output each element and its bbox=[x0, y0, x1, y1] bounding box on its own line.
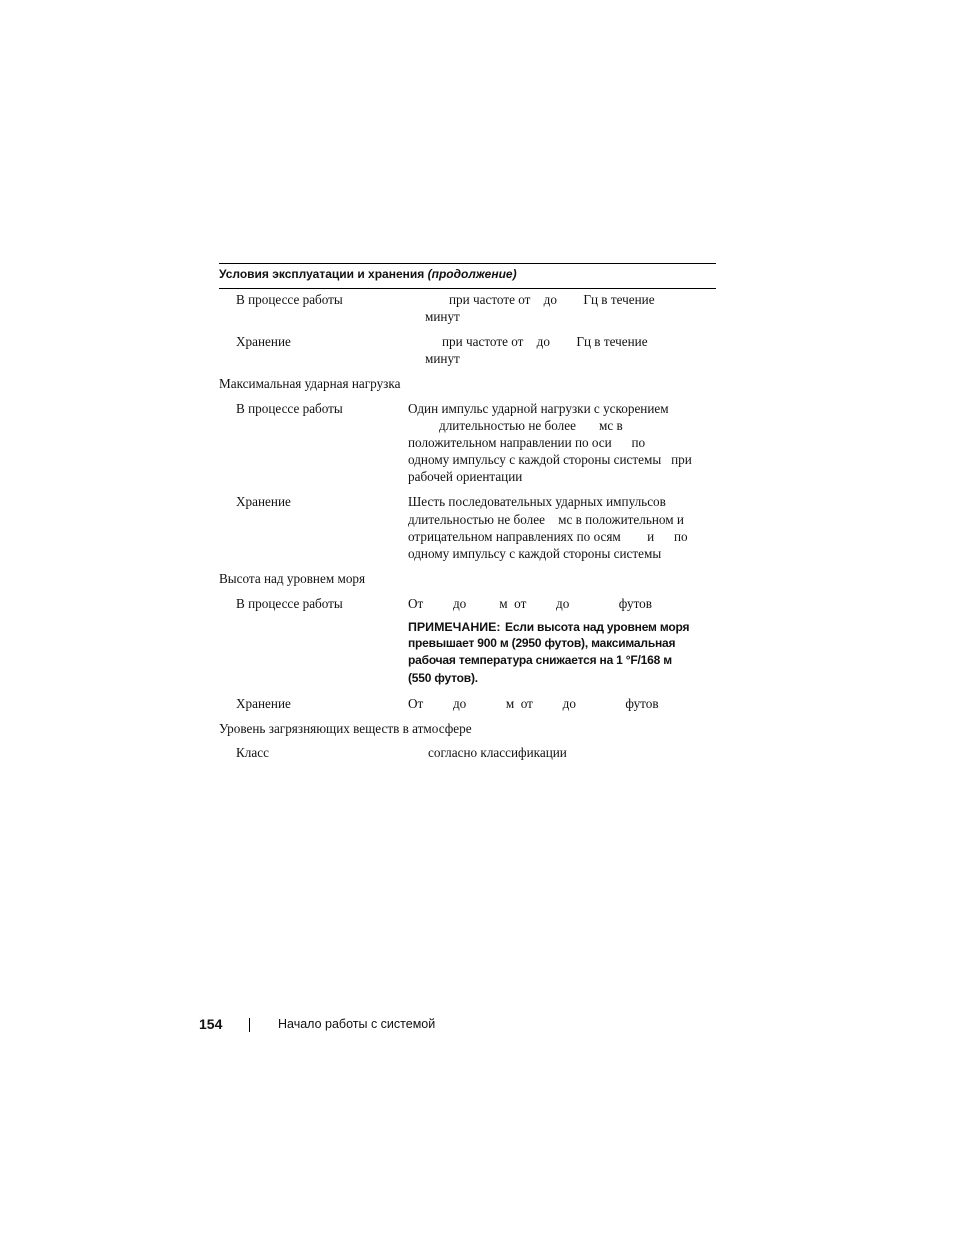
row-value: От до м от до футов bbox=[408, 596, 653, 611]
row-value-cont: минут bbox=[425, 309, 460, 324]
row-label: В процессе работы bbox=[236, 401, 343, 416]
row-label: Класс bbox=[236, 745, 269, 760]
row-value: при частоте от до Гц в течение bbox=[449, 292, 655, 307]
row-label: Хранение bbox=[236, 696, 291, 711]
row-value-line: положительном направлении по оси по bbox=[408, 435, 646, 450]
note-text: Если высота над уровнем моря bbox=[505, 620, 690, 634]
table-header bbox=[219, 267, 517, 281]
row-value-line: длительностью не более мс в bbox=[439, 418, 623, 433]
note-text: рабочая температура снижается на 1 °F/168 м bbox=[408, 653, 672, 667]
footer-section-title: Начало работы с системой bbox=[278, 1017, 436, 1031]
row-value: От до м от до футов bbox=[408, 696, 659, 711]
row-value-line: длительностью не более мс в положительном и bbox=[408, 512, 684, 527]
row-value-line: одному импульсу с каждой стороны системы bbox=[408, 546, 662, 561]
row-label: Хранение bbox=[236, 334, 291, 349]
table-title-continued: (продолжение) bbox=[427, 267, 517, 281]
row-value-cont: минут bbox=[425, 351, 460, 366]
table-top-rule bbox=[219, 263, 716, 264]
row-value: при частоте от до Гц в течение bbox=[442, 334, 648, 349]
row-value-line: отрицательном направлениях по осям и по bbox=[408, 529, 688, 544]
table-title: Условия эксплуатации и хранения bbox=[219, 267, 425, 281]
row-value: согласно классификации bbox=[428, 745, 567, 760]
note-label: ПРИМЕЧАНИЕ: bbox=[408, 620, 501, 634]
note-text: превышает 900 м (2950 футов), максимальная bbox=[408, 636, 676, 650]
note-text: (550 футов). bbox=[408, 671, 478, 685]
section-heading: Уровень загрязняющих веществ в атмосфере bbox=[219, 721, 472, 736]
row-label: В процессе работы bbox=[236, 292, 343, 307]
section-heading: Высота над уровнем моря bbox=[219, 571, 366, 586]
row-value-line: одному импульсу с каждой стороны системы при bbox=[408, 452, 692, 467]
footer-separator bbox=[249, 1018, 250, 1032]
section-heading: Максимальная ударная нагрузка bbox=[219, 376, 401, 391]
row-value-line: рабочей ориентации bbox=[408, 469, 523, 484]
row-value-line: Один импульс ударной нагрузки с ускорением bbox=[408, 401, 669, 416]
page-number: 154 bbox=[199, 1016, 223, 1032]
note bbox=[408, 618, 689, 636]
row-value-line: Шесть последовательных ударных импульсов bbox=[408, 494, 666, 509]
row-label: В процессе работы bbox=[236, 596, 343, 611]
table-header-rule bbox=[219, 288, 716, 289]
row-label: Хранение bbox=[236, 494, 291, 509]
